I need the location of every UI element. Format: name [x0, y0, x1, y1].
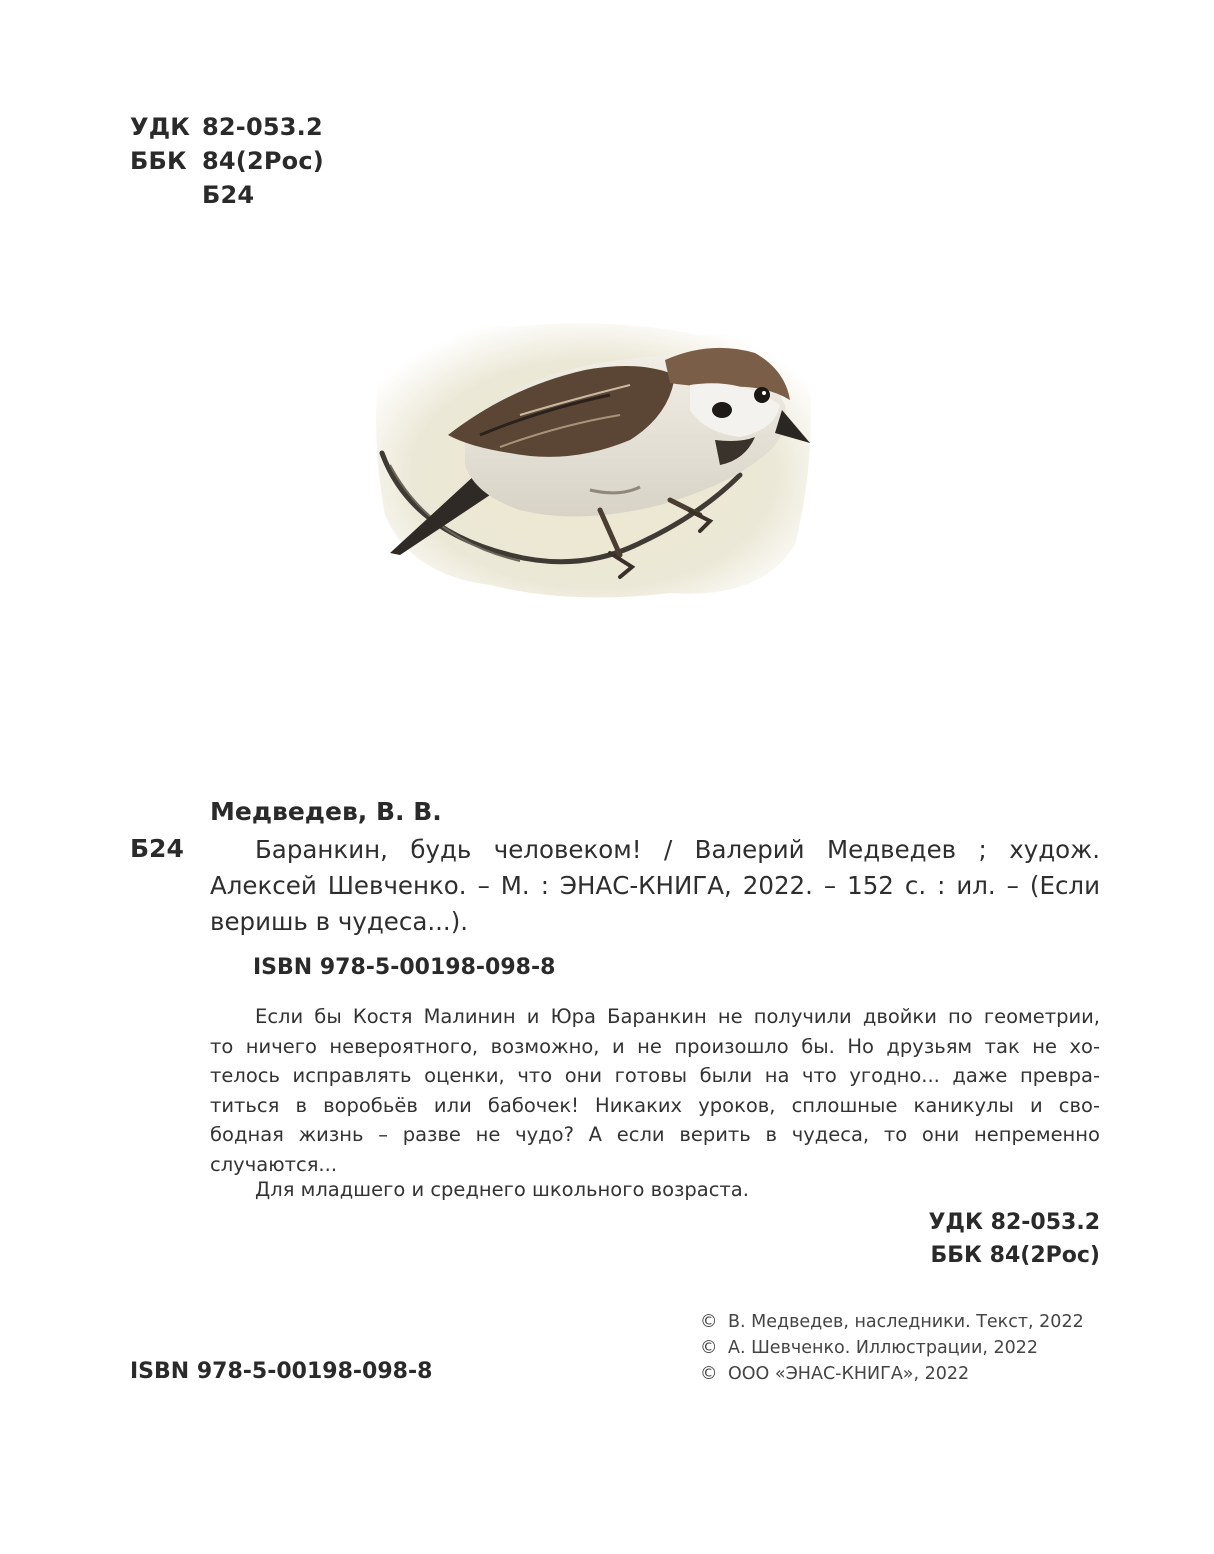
annotation [210, 1002, 1100, 1179]
copyright-line [700, 1338, 1038, 1358]
top-bbk-row [130, 147, 430, 177]
copyright-icon: © [700, 1312, 718, 1332]
top-udk-label: УДК [130, 113, 191, 141]
biblio-line: Алексей Шевченко. – М. : ЭНАС-КНИГА, 2022. – 152 с. : ил. – (Если [210, 871, 1100, 900]
catalog-udk: УДК 82-053.2 [928, 1210, 1100, 1235]
top-udk-row [130, 113, 430, 143]
top-bbk-value: 84(2Рос) [202, 147, 324, 175]
top-author-mark: Б24 [202, 181, 255, 209]
author-heading: Медведев, В. В. [210, 797, 442, 826]
annotation-line: титься в воробьёв или бабочек! Никаких уроков, сплошные каникулы и сво- [210, 1093, 1100, 1117]
annotation-line: бодная жизнь – разве не чудо? А если верить в чудеса, то они непременно [210, 1123, 1100, 1146]
sparrow-on-branch-icon [370, 315, 820, 605]
annotation-line: случаются... [210, 1152, 338, 1176]
bibliographic-description [210, 832, 1100, 940]
copyright-line [700, 1364, 969, 1384]
copyright-icon: © [700, 1338, 718, 1358]
catalog-isbn: ISBN 978-5-00198-098-8 [253, 955, 556, 980]
top-udk-value: 82-053.2 [202, 113, 323, 141]
bottom-isbn: ISBN 978-5-00198-098-8 [130, 1359, 433, 1384]
copyright-text: В. Медведев, наследники. Текст, 2022 [728, 1312, 1084, 1332]
catalog-author-mark: Б24 [130, 834, 184, 863]
copyright-line [700, 1312, 1084, 1332]
audience-note: Для младшего и среднего школьного возраста. [255, 1178, 749, 1201]
copyright-text: А. Шевченко. Иллюстрации, 2022 [728, 1338, 1039, 1358]
copyright-text: ООО «ЭНАС-КНИГА», 2022 [728, 1364, 970, 1384]
biblio-line: веришь в чудеса...). [210, 907, 469, 936]
top-author-mark-row [130, 181, 430, 211]
copyright-icon: © [700, 1364, 718, 1384]
annotation-line: телось исправлять оценки, что они готовы были на что угодно... даже превра- [210, 1064, 1100, 1087]
annotation-line: то ничего невероятного, возможно, и не произошло бы. Но друзьям так не хо- [210, 1034, 1100, 1058]
biblio-line: Баранкин, будь человеком! / Валерий Медведев ; худож. [255, 835, 1100, 864]
catalog-bbk: ББК 84(2Рос) [930, 1243, 1100, 1268]
annotation-line: Если бы Костя Малинин и Юра Баранкин не получили двойки по геометрии, [255, 1005, 1100, 1028]
top-bbk-label: ББК [130, 147, 187, 175]
